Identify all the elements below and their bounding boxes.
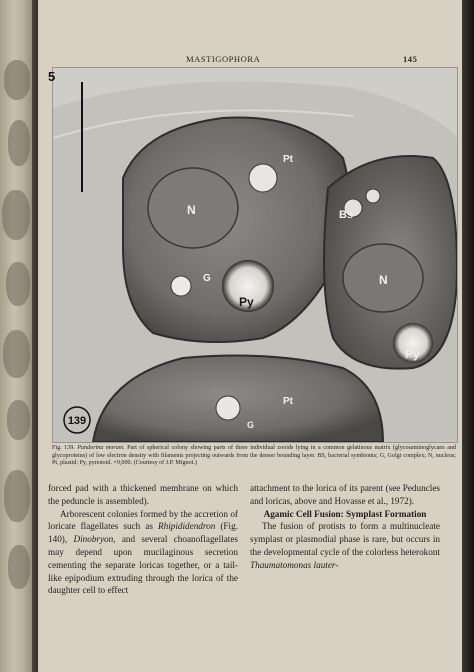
facing-page-edge (0, 0, 34, 672)
paragraph: attachment to the lorica of its parent (see Peduncles and loricas, above and Hovasse et al., 1972). (250, 483, 440, 506)
caption-text: Part of spherical colony showing parts of three individual zooids lying in a common gelatinous matrix (glycosaminoglycans and glycoproteins) of low electron density with filaments projecting outwards from the denser bounding layer. BS, bacterial symbionts; G, Golgi complex; N, nucleus; Pt, plastid; Py, pyrenoid. ×9,000. (Courtesy of J.P. Mignot.) (52, 445, 456, 467)
label-nucleus-left: N (187, 203, 196, 217)
scale-bar-label: 5 (48, 69, 56, 84)
text-column-right (250, 482, 440, 572)
running-head: MASTIGOPHORA (186, 54, 261, 64)
label-pyrenoid-right: Py (405, 347, 420, 361)
page-number: 145 (403, 54, 418, 64)
label-golgi-left: G (203, 273, 211, 284)
section-heading: Agamic Cell Fusion: Symplast Formation (263, 508, 427, 519)
label-golgi-bottom: G (247, 420, 255, 430)
label-nucleus-right: N (379, 273, 388, 287)
text-column-left (48, 482, 238, 597)
figure-number: 139 (67, 415, 87, 427)
micrograph-figure (52, 67, 458, 443)
label-bacterial-symbiont: Bs (339, 209, 354, 221)
figure-caption (52, 445, 456, 468)
label-pyrenoid-center: Py (239, 295, 254, 309)
page-edge-shadow (462, 0, 474, 672)
micrograph-image (53, 68, 457, 442)
paragraph: The fusion of protists to form a multinucleate symplast or plasmodial phase is rare, but occurs in the developmental cycle of the colorless heterokont Thaumatomonas lauter- (250, 521, 440, 570)
caption-species: Pandorina morum. (77, 445, 125, 451)
caption-figure-ref: Fig. 139. (52, 445, 75, 451)
label-plastid-top: Pt (283, 154, 293, 165)
book-page (38, 0, 464, 672)
label-plastid-bottom: Pt (283, 396, 293, 407)
paragraph: forced pad with a thickened membrane on which the peduncle is assembled). (48, 483, 238, 506)
paragraph: Arborescent colonies formed by the accretion of loricate flagellates such as Rhipididendron (Fig. 140), Dinobryon, and several choanoflagellates may depend upon mucilaginous secretion cementing the separate loricas together, or a tail-like epipodium extruding through the lorica of the daughter cell to effect (48, 508, 238, 596)
